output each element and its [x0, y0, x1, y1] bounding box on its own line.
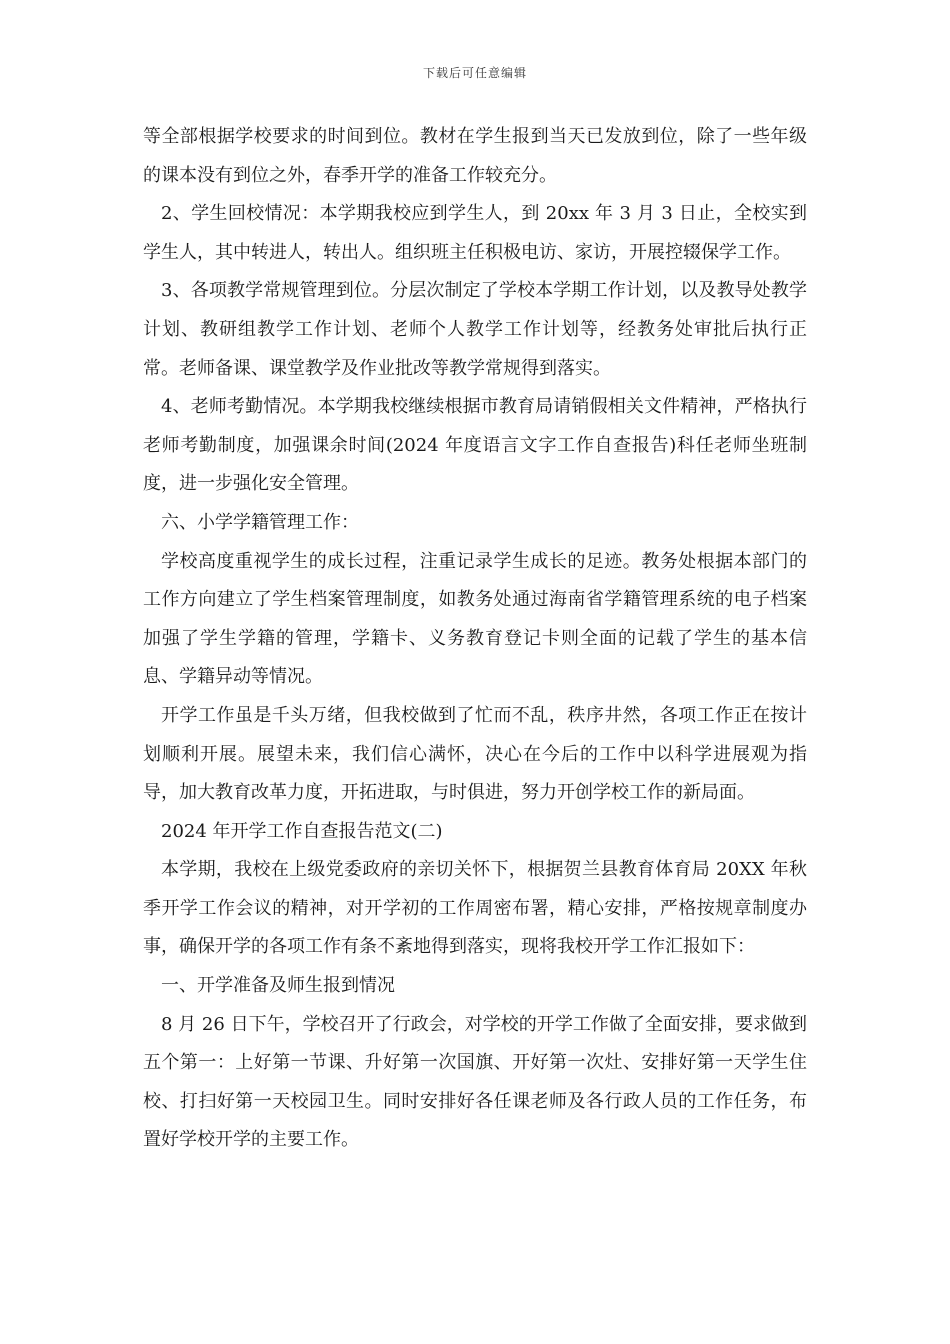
paragraph-continuation: 等全部根据学校要求的时间到位。教材在学生报到当天已发放到位，除了一些年级的课本没有到位之外，春季开学的准备工作较充分。 [143, 126, 807, 186]
paragraph-summary: 开学工作虽是千头万绪，但我校做到了忙而不乱，秩序井然，各项工作正在按计划顺利开展。展望未来，我们信心满怀，决心在今后的工作中以科学进展观为指导，加大教育改革力度，开拓进取，与时俱进，努力开创学校工作的新局面。 [143, 704, 807, 804]
page-header: 下载后可任意编辑 [422, 66, 527, 80]
section-heading-preparation: 一、开学准备及师生报到情况 [161, 975, 395, 997]
paragraph-student-return: 2、学生回校情况：本学期我校应到学生人，到 20xx 年 3 月 3 日止，全校实到学生人，其中转进人，转出人。组织班主任积极电访、家访，开展控辍保学工作。 [143, 203, 807, 263]
document-body [143, 118, 807, 1160]
paragraph-enrollment: 学校高度重视学生的成长过程，注重记录学生成长的足迹。教务处根据本部门的工作方向建立了学生档案管理制度，如教务处通过海南省学籍管理系统的电子档案加强了学生学籍的管理，学籍卡、义务教育登记卡则全面的记载了学生的基本信息、学籍异动等情况。 [143, 550, 807, 688]
section-heading-enrollment: 六、小学学籍管理工作： [161, 511, 359, 533]
section-title-report-two: 2024 年开学工作自查报告范文(二) [161, 820, 443, 842]
paragraph-preparation: 8 月 26 日下午，学校召开了行政会，对学校的开学工作做了全面安排，要求做到五个第一：上好第一节课、升好第一次国旗、开好第一次灶、安排好第一天学生住校、打扫好第一天校园卫生。同时安排好各任课老师及各行政人员的工作任务，布置好学校开学的主要工作。 [143, 1013, 807, 1151]
paragraph-attendance: 4、老师考勤情况。本学期我校继续根据市教育局请销假相关文件精神，严格执行老师考勤制度，加强课余时间(2024 年度语言文字工作自查报告)科任老师坐班制度，进一步强化安全管理。 [143, 396, 807, 495]
paragraph-intro: 本学期，我校在上级党委政府的亲切关怀下，根据贺兰县教育体育局 20XX 年秋季开学工作会议的精神，对开学初的工作周密布署，精心安排，严格按规章制度办事，确保开学的各项工作有条不紊地得到落实，现将我校开学工作汇报如下： [143, 859, 807, 958]
paragraph-teaching-routine: 3、各项教学常规管理到位。分层次制定了学校本学期工作计划，以及教导处教学计划、教研组教学工作计划、老师个人教学工作计划等，经教务处审批后执行正常。老师备课、课堂教学及作业批改等教学常规得到落实。 [143, 280, 807, 379]
